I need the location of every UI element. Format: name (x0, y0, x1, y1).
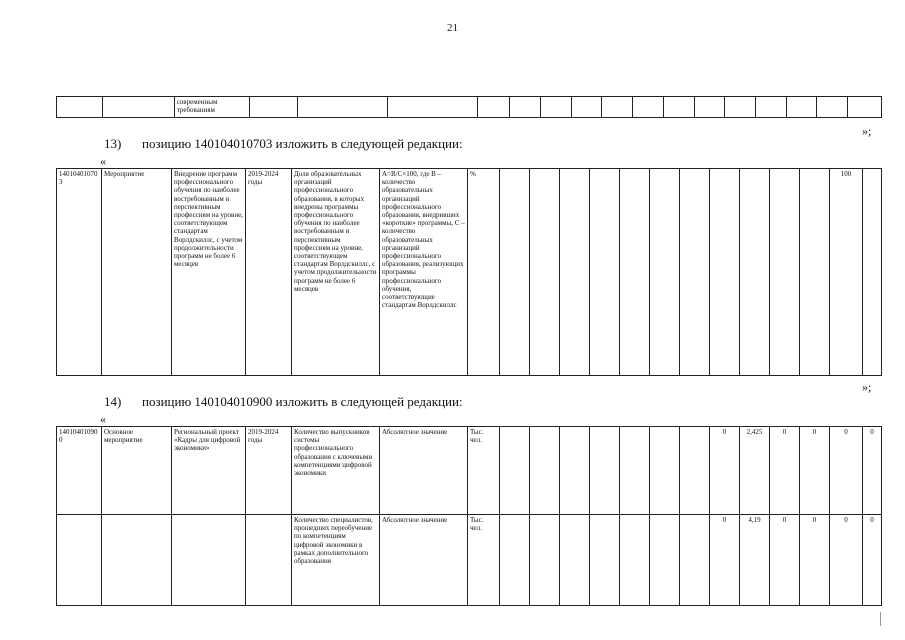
value-cell (500, 169, 530, 376)
closing-quote: »; (862, 124, 872, 138)
formula-cell: Абсолютное значение (380, 515, 468, 606)
value-cell: 0 (710, 515, 740, 606)
value-cell (650, 169, 680, 376)
value-cell (530, 427, 560, 515)
opening-quote: « (100, 412, 106, 426)
value-cell (500, 427, 530, 515)
indicator-cell: Количество выпускников системы профессионального образования с ключевыми компетенциями цифровой экономики (292, 427, 380, 515)
code-cell: 140104010703 (57, 169, 102, 376)
value-cell: 0 (863, 427, 882, 515)
value-cell (680, 169, 710, 376)
value-cell: 0 (830, 515, 863, 606)
item-13-heading (104, 136, 463, 152)
indicator-cell: Количество специалистов, прошедших переобучение по компетенциям цифровой экономики в рамках дополнительного образования (292, 515, 380, 606)
period-cell: 2019-2024 годы (246, 427, 292, 515)
table-row (57, 427, 882, 515)
prev-table-fragment (56, 96, 882, 118)
value-cell: 0 (800, 515, 830, 606)
value-cell (680, 515, 710, 606)
value-cell (560, 427, 590, 515)
value-cell (863, 169, 882, 376)
value-cell (560, 515, 590, 606)
value-cell (590, 515, 620, 606)
value-cell: 0 (863, 515, 882, 606)
value-cell (650, 515, 680, 606)
value-cell (740, 169, 770, 376)
indicator-cell: Доля образовательных организаций профессионального образования, в которых внедрены программы профессионального обучения по наиболее востребованным и перспективным профессиям на уровне, соответствующем стандартам Ворлдскиллс, с учетом продолжительности программ не более 6 месяцев (292, 169, 380, 376)
value-cell (650, 427, 680, 515)
value-cell: 0 (770, 515, 800, 606)
value-cell: 0 (800, 427, 830, 515)
name-cell: Внедрение программ профессионального обучения по наиболее востребованным и перспективным профессиям на уровне, соответствующем стандартам Ворлдскиллс, с учетом продолжительности программ не более 6 месяцев (172, 169, 246, 376)
table-row (57, 169, 882, 376)
formula-cell: Абсолютное значение (380, 427, 468, 515)
item-13-number: 13) (104, 136, 122, 151)
item-13-text: позицию 140104010703 изложить в следующей редакции: (142, 136, 463, 151)
page-number: 21 (447, 22, 458, 34)
code-cell: 140104010900 (57, 427, 102, 515)
value-cell (590, 427, 620, 515)
value-cell (800, 169, 830, 376)
table-row (57, 515, 882, 606)
closing-quote: »; (862, 380, 872, 394)
item-14-text: позицию 140104010900 изложить в следующей редакции: (142, 394, 463, 409)
item-14-table (56, 426, 882, 606)
unit-cell: % (468, 169, 500, 376)
value-cell (590, 169, 620, 376)
value-cell: 0 (770, 427, 800, 515)
value-cell: 0 (710, 427, 740, 515)
value-cell (620, 427, 650, 515)
period-cell: 2019-2024 годы (246, 169, 292, 376)
value-cell (620, 515, 650, 606)
type-cell: Основное мероприятие (102, 427, 172, 515)
formula-cell: A=B/C×100, где B – количество образовательных организаций профессионального образования, внедривших «короткие» программы, С – количество образовательных организаций профессионального образования, реализующих программы профессионального обучения, соответствующие стандартам Ворлдскиллс (380, 169, 468, 376)
item-14-heading (104, 394, 463, 410)
value-cell (530, 169, 560, 376)
table-row (57, 97, 882, 118)
value-cell (680, 427, 710, 515)
value-cell (560, 169, 590, 376)
value-cell: 4,19 (740, 515, 770, 606)
unit-cell: Тыс. чел. (468, 515, 500, 606)
value-cell: 100 (830, 169, 863, 376)
value-cell (500, 515, 530, 606)
item-14-number: 14) (104, 394, 122, 409)
value-cell: 2,425 (740, 427, 770, 515)
page-edge-mark (880, 612, 881, 626)
opening-quote: « (100, 154, 106, 168)
item-13-table (56, 168, 882, 376)
value-cell (530, 515, 560, 606)
type-cell: Мероприятие (102, 169, 172, 376)
value-cell (710, 169, 740, 376)
name-cell: Региональный проект «Кадры для цифровой экономики» (172, 427, 246, 515)
value-cell (620, 169, 650, 376)
value-cell: 0 (830, 427, 863, 515)
value-cell (770, 169, 800, 376)
name-cell: современным требованиям (174, 97, 250, 118)
unit-cell: Тыс. чел. (468, 427, 500, 515)
